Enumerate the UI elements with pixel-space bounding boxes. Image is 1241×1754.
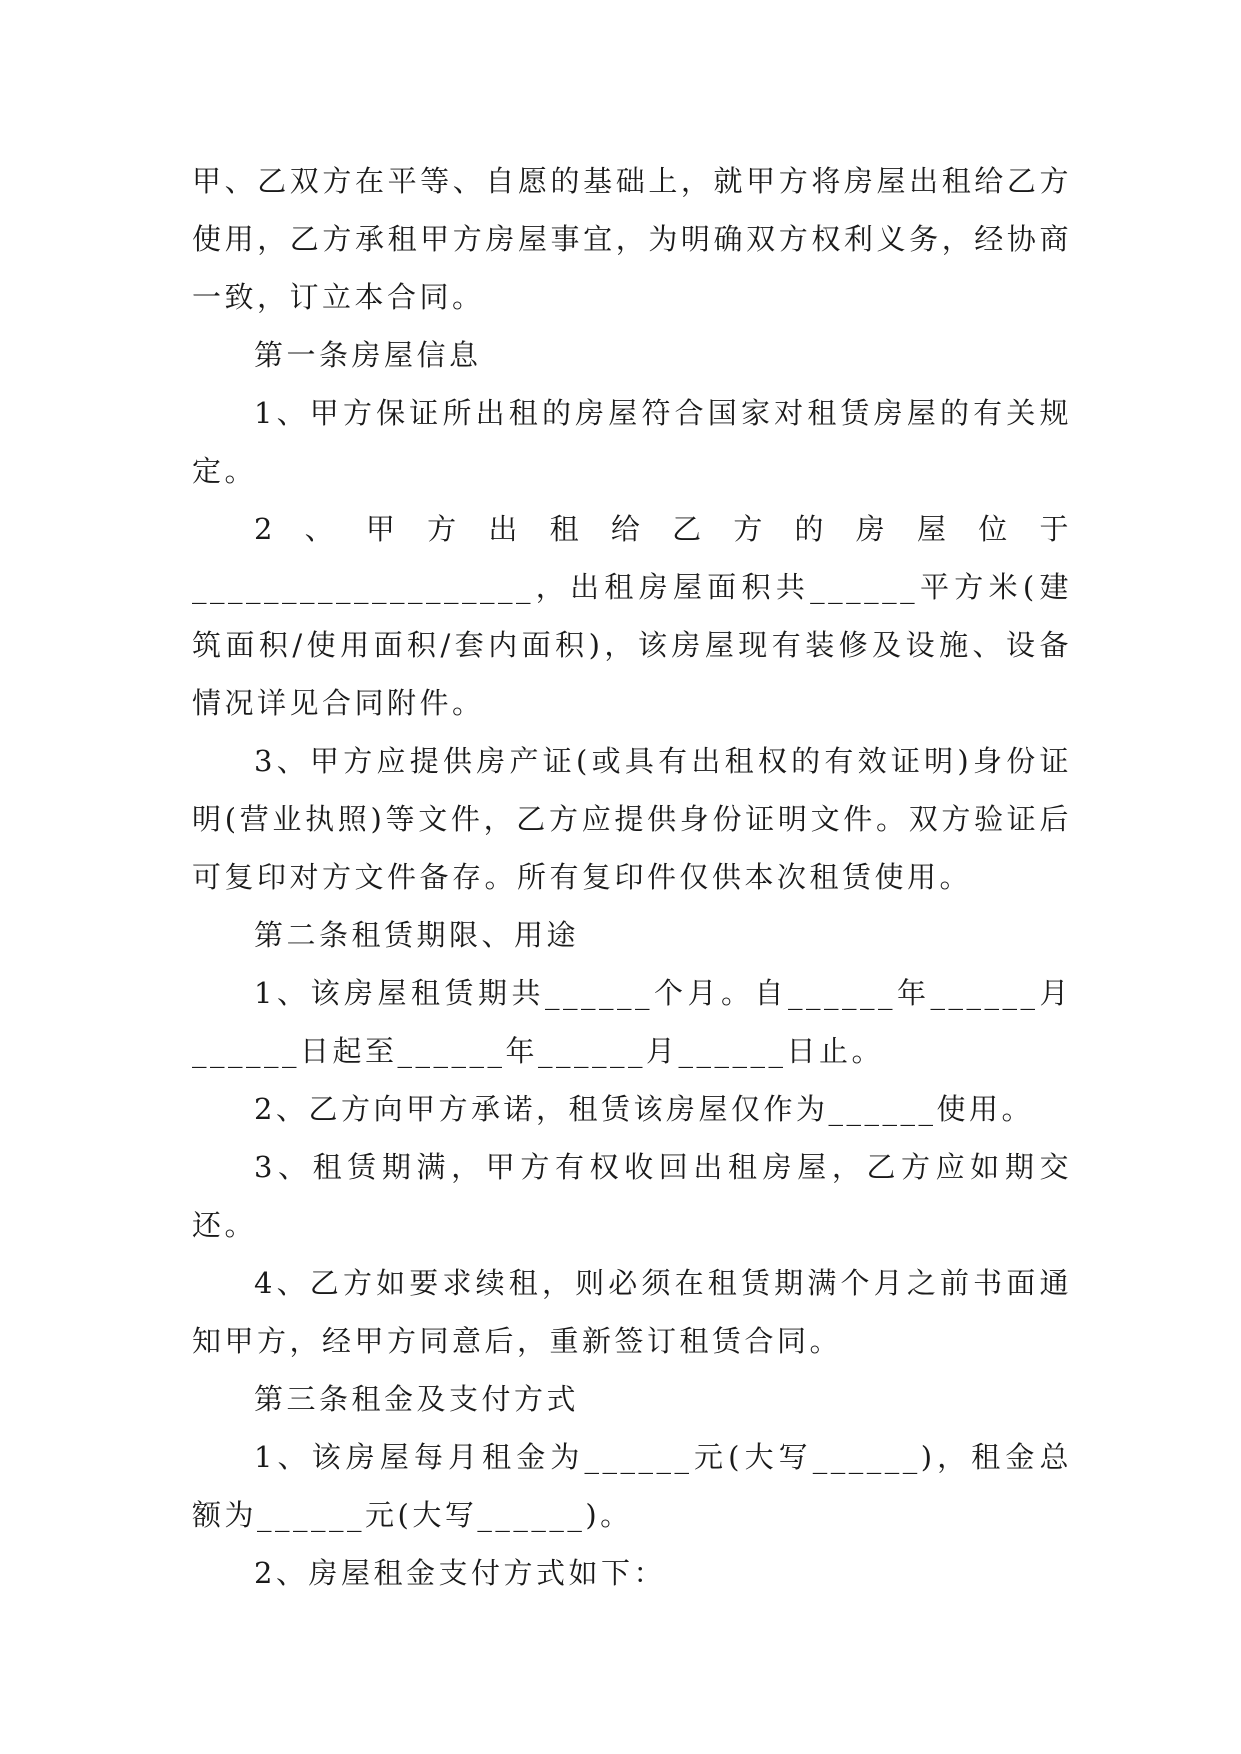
article-1-item-2: 2、甲方出租给乙方的房屋位于___________________，出租房屋面积共______平方米(建筑面积/使用面积/套内面积)，该房屋现有装修及设施、设备情况详见合同附件。 bbox=[192, 512, 1072, 720]
contract-body bbox=[192, 152, 1072, 1602]
intro-paragraph: 甲、乙双方在平等、自愿的基础上，就甲方将房屋出租给乙方使用，乙方承租甲方房屋事宜，为明确双方权利义务，经协商一致，订立本合同。 bbox=[192, 164, 1072, 314]
article-2-item-2: 2、乙方向甲方承诺，租赁该房屋仅作为______使用。 bbox=[254, 1092, 1034, 1126]
article-1-item-1: 1、甲方保证所出租的房屋符合国家对租赁房屋的有关规定。 bbox=[192, 396, 1072, 488]
article-2-item-3: 3、租赁期满，甲方有权收回出租房屋，乙方应如期交还。 bbox=[192, 1150, 1072, 1242]
article-2-item-1: 1、该房屋租赁期共______个月。自______年______月______日起至______年______月______日止。 bbox=[192, 976, 1072, 1068]
article-1-item-3: 3、甲方应提供房产证(或具有出租权的有效证明)身份证明(营业执照)等文件，乙方应提供身份证明文件。双方验证后可复印对方文件备存。所有复印件仅供本次租赁使用。 bbox=[192, 744, 1072, 894]
article-2-item-4: 4、乙方如要求续租，则必须在租赁期满个月之前书面通知甲方，经甲方同意后，重新签订租赁合同。 bbox=[192, 1266, 1072, 1358]
article-2-heading: 第二条租赁期限、用途 bbox=[254, 918, 580, 952]
article-3-heading: 第三条租金及支付方式 bbox=[254, 1382, 580, 1416]
article-3-item-1: 1、该房屋每月租金为______元(大写______)，租金总额为______元(大写______)。 bbox=[192, 1440, 1072, 1532]
article-1-heading: 第一条房屋信息 bbox=[254, 338, 482, 372]
article-3-item-2: 2、房屋租金支付方式如下： bbox=[254, 1556, 666, 1590]
